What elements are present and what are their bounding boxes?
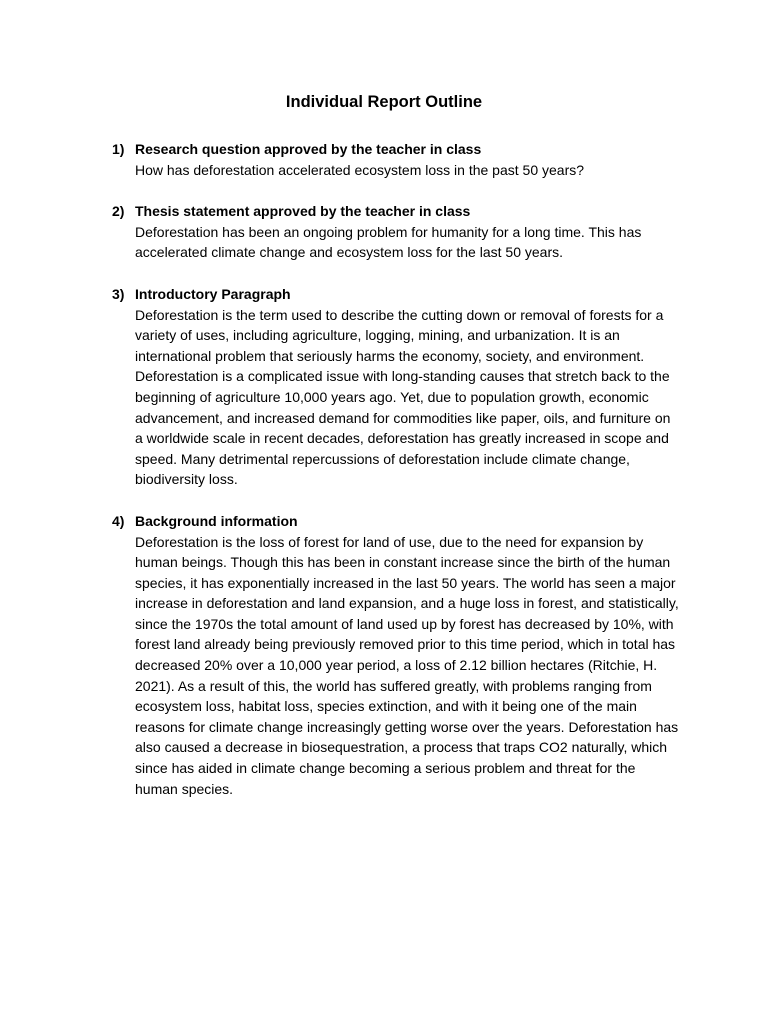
section-number: 4) bbox=[112, 512, 125, 529]
section-background-information bbox=[112, 511, 682, 799]
section-heading: Research question approved by the teacher in class bbox=[135, 141, 482, 157]
section-body: Deforestation is the term used to describe the cutting down or removal of forests for a variety of uses, including agriculture, logging, mining, and urbanization. It is an international problem that seriously harms the economy, society, and environment. Deforestation is a complicated issue with long-standing causes that stretch back to the beginning of agriculture 10,000 years ago. Yet, due to population growth, economic advancement, and increased demand for commodities like paper, oils, and furniture on a worldwide scale in recent decades, deforestation has greatly increased in scope and speed. Many detrimental repercussions of deforestation include climate change, biodiversity loss. bbox=[135, 306, 671, 488]
section-number: 1) bbox=[112, 141, 125, 157]
section-number: 2) bbox=[112, 203, 125, 220]
section-body: Deforestation is the loss of forest for land of use, due to the need for expansion by human beings. Though this has been in constant increase since the birth of the human species, it has exponentially increased in the last 50 years. The world has seen a major increase in deforestation and land expansion, and a huge loss in forest, and statistically, since the 1970s the total amount of land used up by forest has decreased by 10%, with forest land already being previously removed prior to this time period, which in total has decreased 20% over a 10,000 year period, a loss of 2.12 billion hectares (Ritchie, H. 2021). As a result of this, the world has suffered greatly, with problems ranging from ecosystem loss, habitat loss, species extinction, and with it being one of the main reasons for climate change increasingly getting worse over the years. Deforestation has also caused a decrease in biosequestration, a process that traps CO2 naturally, which since has aided in climate change becoming a serious problem and threat for the human species. bbox=[135, 533, 679, 797]
section-heading: Introductory Paragraph bbox=[135, 285, 291, 302]
section-body: Deforestation has been an ongoing problem for humanity for a long time. This has accelerated climate change and ecosystem loss for the last 50 years. bbox=[135, 223, 642, 261]
section-body: How has deforestation accelerated ecosystem loss in the past 50 years? bbox=[135, 161, 585, 178]
section-research-question bbox=[112, 139, 682, 180]
section-heading: Thesis statement approved by the teacher in class bbox=[135, 203, 471, 220]
section-number: 3) bbox=[112, 285, 125, 302]
document-title: Individual Report Outline bbox=[285, 93, 483, 111]
section-heading: Background information bbox=[135, 512, 298, 529]
section-thesis-statement bbox=[112, 201, 682, 263]
section-introductory-paragraph bbox=[112, 284, 682, 490]
outline-sections bbox=[112, 139, 682, 799]
